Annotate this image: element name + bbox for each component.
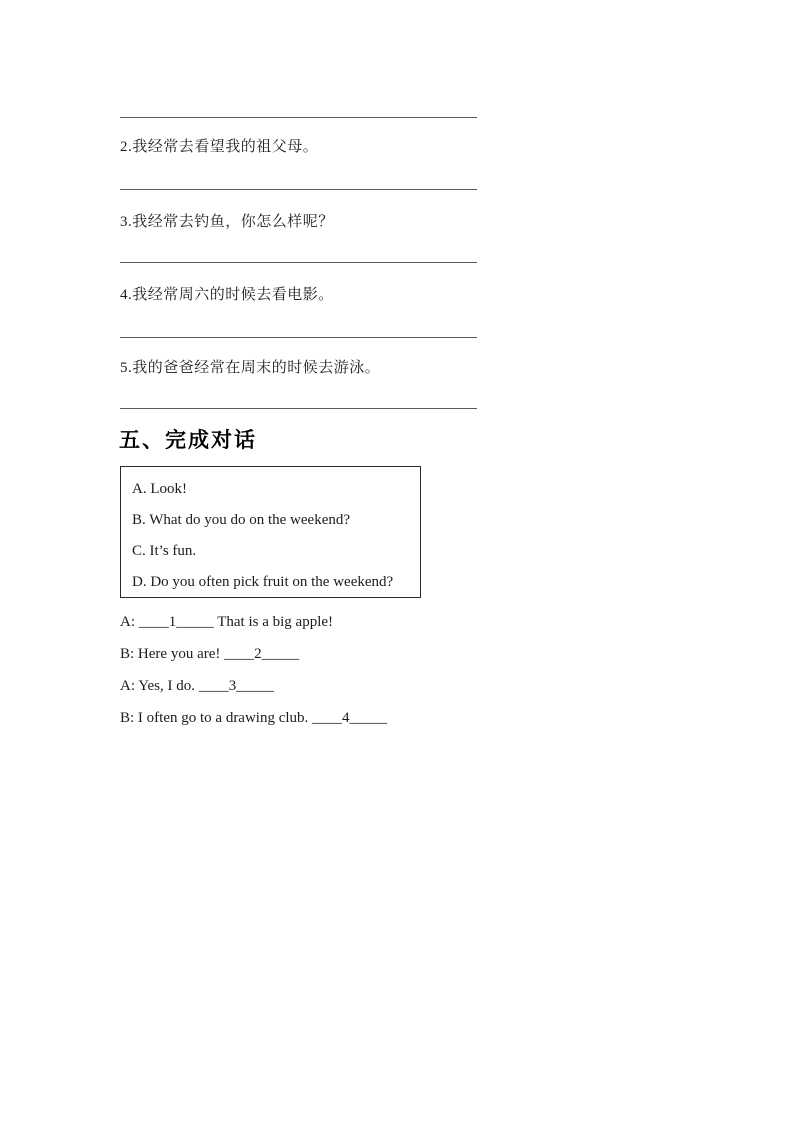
option-a: A. Look! — [132, 481, 187, 497]
translation-item-4: 4.我经常周六的时候去看电影。 — [120, 287, 334, 303]
answer-line-2 — [120, 189, 477, 190]
translation-item-5: 5.我的爸爸经常在周末的时候去游泳。 — [120, 360, 381, 376]
option-d: D. Do you often pick fruit on the weekend? — [132, 574, 394, 590]
answer-line-3 — [120, 262, 477, 263]
answer-line-4 — [120, 337, 477, 338]
dialogue-line-4: B: I often go to a drawing club. ____4_____ — [120, 710, 388, 726]
translation-item-3: 3.我经常去钓鱼，你怎么样呢？ — [120, 214, 334, 230]
dialogue-line-3: A: Yes, I do. ____3_____ — [120, 678, 274, 694]
option-b: B. What do you do on the weekend? — [132, 512, 351, 528]
dialogue-line-2: B: Here you are! ____2_____ — [120, 646, 300, 662]
answer-line-5 — [120, 408, 477, 409]
section-heading-complete-dialogue: 五、完成对话 — [119, 429, 257, 452]
option-c: C. It’s fun. — [132, 543, 197, 559]
translation-item-2: 2.我经常去看望我的祖父母。 — [120, 139, 319, 155]
answer-line-1 — [120, 117, 477, 118]
dialogue-line-1: A: ____1_____ That is a big apple! — [120, 614, 334, 630]
dialogue-options-box — [120, 466, 421, 598]
